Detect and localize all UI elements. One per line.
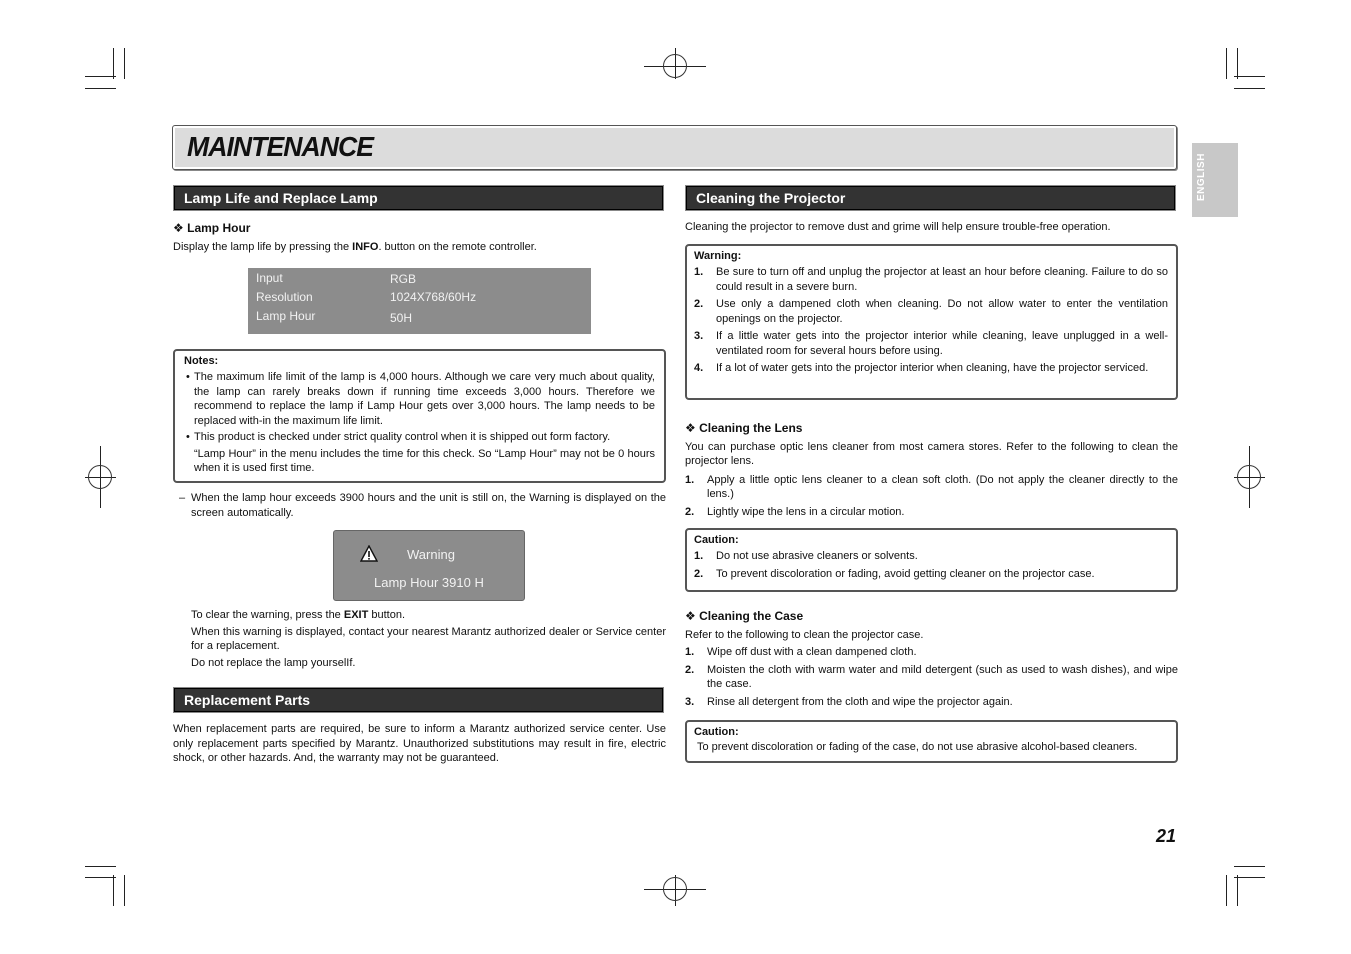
list-item: 4. If a lot of water gets into the projector interior when cleaning, have the projector serviced. [694,362,1149,374]
case-caution-box [685,720,1178,763]
notes-extra: “Lamp Hour” in the menu includes the time for this check. So “Lamp Hour” may not be 0 hours when it is used first time. [194,447,655,474]
diamond-bullet-icon: ❖ [685,609,696,623]
page-title: MAINTENANCE [187,131,374,162]
warning-title: Warning: [694,250,742,262]
list-item: 2. Moisten the cloth with warm water and mild detergent (such as used to wash dishes), and wipe the case. [685,663,1178,690]
lens-heading: ❖ Cleaning the Lens [685,421,803,435]
warning-osd-text: Lamp Hour 3910 H [374,575,484,590]
caution-title: Caution: [694,534,739,546]
lens-caution-box [685,528,1178,592]
lens-block [685,421,1178,522]
osd-value: RGB [390,272,417,286]
cleaning-intro: Cleaning the projector to remove dust and grime will help ensure trouble-free operation. [685,221,1111,233]
notes-box [173,349,666,483]
caution-title: Caution: [694,726,739,738]
osd-label: Lamp Hour [256,309,316,323]
list-item: • This product is checked under strict quality control when it is shipped out form factory. [186,431,611,443]
list-item: 1. Do not use abrasive cleaners or solvents. [694,550,918,562]
warning-triangle-icon [360,545,378,562]
lamp-hour-heading: ❖ Lamp Hour [173,221,251,235]
section-heading-lamp: Lamp Life and Replace Lamp [174,186,663,210]
section-heading-cleaning: Cleaning the Projector [686,186,1175,210]
list-item: 1. Wipe off dust with a clean dampened cloth. [685,646,917,658]
warning-box [685,244,1178,400]
title-bar [172,125,1177,170]
list-item: 2. Lightly wipe the lens in a circular motion. [685,505,905,518]
list-item: 1. Be sure to turn off and unplug the projector at least an hour before cleaning. Failure to do so could result in a severe burn. [694,266,1168,293]
diamond-bullet-icon: ❖ [173,221,184,235]
lamp-hour-block [173,221,663,254]
dash-note: – When the lamp hour exceeds 3900 hours and the unit is still on, the Warning is displayed on the screen automatically. [179,492,666,519]
list-item: 2. Use only a dampened cloth when cleaning. Do not allow water to enter the ventilation openings on the projector. [694,298,1168,325]
osd-label: Input [256,271,283,285]
warning-osd-title: Warning [407,547,455,562]
contact-dealer-text: When this warning is displayed, contact your nearest Marantz authorized dealer or Service center for a replacement. [191,625,666,652]
list-item: 3. Rinse all detergent from the cloth and wipe the projector again. [685,695,1013,708]
replacement-parts-text: When replacement parts are required, be sure to inform a Marantz authorized service center. Use only replacement parts specified by Marantz. Unauthorized substitutions may result in fire, electric shock, or other hazards. And, the warranty may not be guaranteed. [173,723,666,764]
notes-title: Notes: [184,355,219,367]
case-heading: ❖ Cleaning the Case [685,609,804,623]
warning-osd-screen [333,530,525,601]
section-heading-parts: Replacement Parts [174,688,663,712]
do-not-replace-text: Do not replace the lamp yourselIf. [191,656,356,669]
list-item: 2. To prevent discoloration or fading, avoid getting cleaner on the projector case. [694,567,1095,580]
list-item: 1. Apply a little optic lens cleaner to a clean soft cloth. (Do not apply the cleaner directly to the lens.) [685,473,1178,500]
list-item: • The maximum life limit of the lamp is 4,000 hours. Although we care very much about quality, the lamp can rarely breaks down if running time exceeds 3,000 hours. Therefore we recommend to replace the lamp if Lamp Hour gets over 3,000 hours. The lamp needs to be replaced with-in the maximum life limit. [186,371,655,427]
page-number: 21 [1156,826,1177,846]
osd-label: Resolution [256,290,313,304]
osd-value: 1024X768/60Hz [390,290,477,304]
diamond-bullet-icon: ❖ [685,421,696,435]
case-block [685,609,1178,712]
case-caution-text: To prevent discoloration or fading of the case, do not use abrasive alcohol-based cleaners. [697,741,1138,753]
clear-warning-text: To clear the warning, press the EXIT button. [191,609,406,621]
list-item: 3. If a little water gets into the projector interior while cleaning, leave unplugged in a well-ventilated room for several hours before using. [694,330,1168,357]
case-intro: Refer to the following to clean the projector case. [685,628,924,641]
info-osd-screen [248,268,591,334]
lamp-hour-intro: Display the lamp life by pressing the INFO. button on the remote controller. [173,240,537,253]
lens-intro: You can purchase optic lens cleaner from most camera stores. Refer to the following to clean the projector lens. [685,440,1178,467]
warning-instructions [191,608,666,670]
language-tab [1192,143,1238,217]
osd-value: 50H [390,311,413,325]
language-tab-label: ENGLISH [1196,153,1207,201]
